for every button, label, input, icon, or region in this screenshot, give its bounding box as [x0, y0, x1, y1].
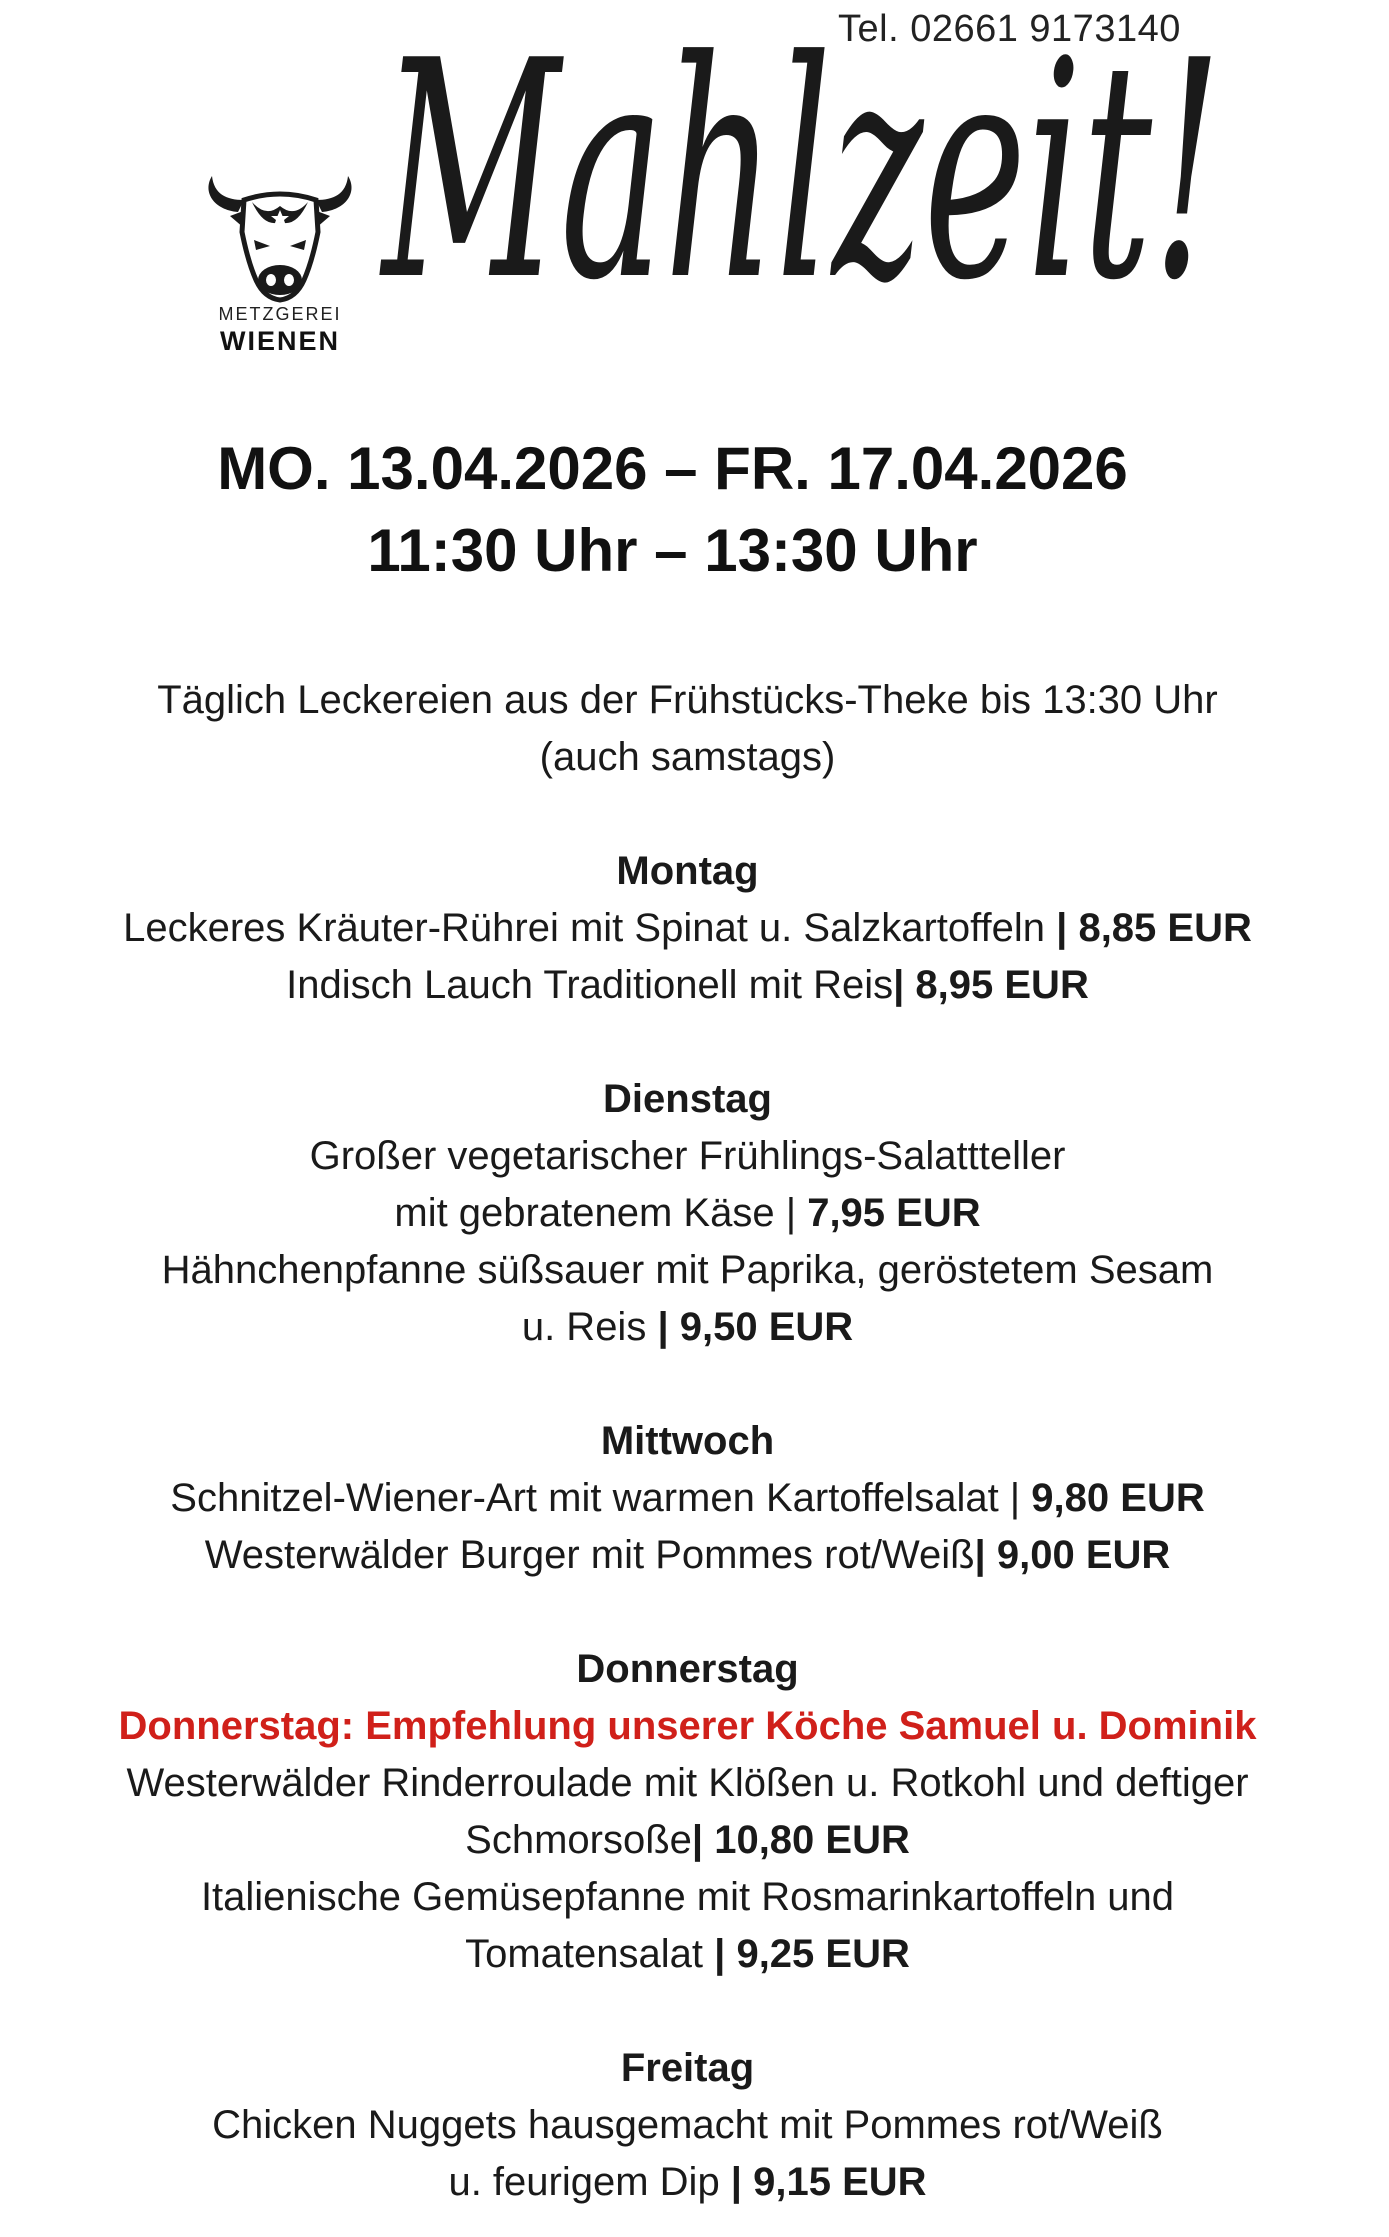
bull-head-icon	[200, 170, 360, 305]
dish-name: Schmorsoße	[465, 1818, 692, 1862]
dish-name: Indisch Lauch Traditionell mit Reis	[286, 963, 894, 1007]
title-script-text: Mahlzeit!	[379, 20, 1222, 346]
menu-item	[0, 1185, 1375, 1242]
logo-line-metzgerei: METZGEREI	[218, 304, 342, 324]
price-separator: |	[1009, 1476, 1021, 1520]
dish-name: u. Reis	[521, 1305, 658, 1349]
dish-name: Italienische Gemüsepfanne mit Rosmarinkartoffeln und	[200, 1875, 1175, 1919]
dish-name: Tomatensalat	[465, 1932, 715, 1976]
dish-name: Schnitzel-Wiener-Art mit warmen Kartoffelsalat	[170, 1476, 1010, 1520]
price-separator: |	[785, 1191, 797, 1235]
menu-item	[0, 1812, 1375, 1869]
phone-number: Tel. 02661 9173140	[838, 8, 1181, 50]
dish-price: | 9,50 EUR	[657, 1305, 854, 1349]
menu-item	[0, 1926, 1375, 1983]
intro-note: (auch samstags)	[539, 735, 836, 779]
dish-name: Westerwälder Burger mit Pommes rot/Weiß	[204, 1533, 975, 1577]
period-block	[0, 428, 1345, 592]
intro-line: Täglich Leckereien aus der Frühstücks-Theke bis 13:30 Uhr	[157, 678, 1218, 722]
day-title-monday: Montag	[616, 849, 759, 893]
day-title-thursday: Donnerstag	[576, 1647, 799, 1691]
dish-price: | 9,00 EUR	[974, 1533, 1171, 1577]
menu-item	[0, 900, 1375, 957]
dish-price: 7,95 EUR	[796, 1191, 981, 1235]
dish-price: | 9,25 EUR	[714, 1932, 910, 1976]
dish-name: mit gebratenem Käse	[394, 1191, 786, 1235]
dish-name: Leckeres Kräuter-Rührei mit Spinat u. Salzkartoffeln	[123, 906, 1057, 950]
dish-name: Chicken Nuggets hausgemacht mit Pommes rot/Weiß	[212, 2103, 1163, 2147]
dish-price: | 10,80 EUR	[691, 1818, 910, 1862]
date-range: MO. 13.04.2026 – FR. 17.04.2026	[217, 435, 1128, 502]
opening-hours: 11:30 Uhr – 13:30 Uhr	[367, 517, 978, 584]
chef-recommendation: Donnerstag: Empfehlung unserer Köche Samuel u. Dominik	[118, 1704, 1257, 1748]
menu-item	[0, 957, 1375, 1014]
metzgerei-logo	[200, 170, 360, 360]
menu-item	[0, 1470, 1375, 1527]
dish-name: Hähnchenpfanne süßsauer mit Paprika, geröstetem Sesam	[161, 1248, 1214, 1292]
dish-name: u. feurigem Dip	[448, 2160, 731, 2204]
day-title-wednesday: Mittwoch	[600, 1419, 775, 1463]
dish-name: Westerwälder Rinderroulade mit Klößen u. Rotkohl und deftiger	[126, 1761, 1249, 1805]
dish-price: | 9,15 EUR	[730, 2160, 927, 2204]
dish-price: 9,80 EUR	[1020, 1476, 1205, 1520]
dish-name: Großer vegetarischer Frühlings-Salattteller	[309, 1134, 1066, 1178]
mahlzeit-script-title	[372, 20, 1242, 370]
menu-item	[0, 1527, 1375, 1584]
day-title-tuesday: Dienstag	[603, 1077, 772, 1121]
day-title-friday: Freitag	[620, 2046, 755, 2090]
dish-price: | 8,85 EUR	[1056, 906, 1252, 950]
menu-content	[0, 672, 1375, 2211]
logo-line-wienen: WIENEN	[220, 326, 340, 356]
menu-item	[0, 2154, 1375, 2211]
dish-price: | 8,95 EUR	[893, 963, 1089, 1007]
header	[0, 0, 1389, 380]
menu-item	[0, 1299, 1375, 1356]
